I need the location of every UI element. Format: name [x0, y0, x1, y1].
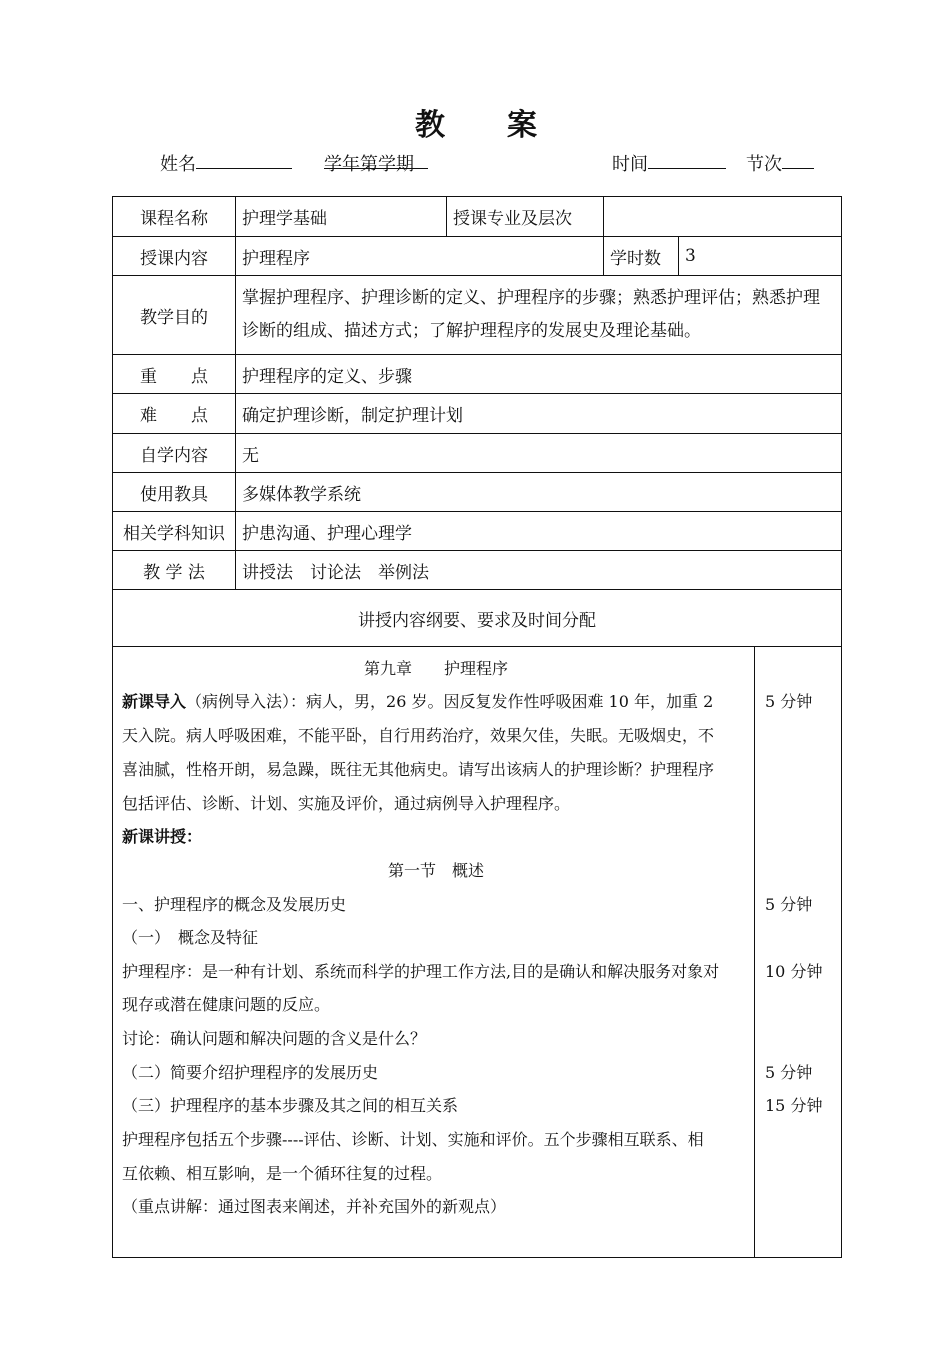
row-course	[113, 197, 842, 237]
time-allocation: 10 分钟	[765, 962, 823, 981]
teaching-tools-label: 使用教具	[113, 473, 236, 512]
term-blank	[378, 150, 428, 169]
major-label: 授课专业及层次	[447, 197, 604, 237]
page-title: 教案	[415, 108, 599, 143]
objective-line: 掌握护理程序、护理诊断的定义、护理程序的步骤；熟悉护理评估；熟悉护理	[242, 288, 820, 308]
row-objective	[113, 276, 842, 355]
teaching-tools-value: 多媒体教学系统	[236, 473, 842, 512]
difficult-points-label: 难 点	[113, 394, 236, 434]
row-key-points	[113, 355, 842, 394]
row-difficult	[113, 394, 842, 434]
objective-value	[236, 276, 842, 355]
year-label: 学年第	[324, 154, 378, 175]
self-study-label: 自学内容	[113, 434, 236, 473]
course-name-label: 课程名称	[113, 197, 236, 237]
row-tools	[113, 473, 842, 512]
chapter-title: 第九章 护理程序	[363, 659, 508, 678]
session-blank	[782, 150, 814, 169]
intro-line: 包括评估、诊断、计划、实施及评价，通过病例导入护理程序。	[122, 794, 571, 813]
outline-item: 一、护理程序的概念及发展历史	[122, 895, 347, 914]
year-field	[324, 150, 414, 176]
intro-line	[122, 692, 750, 712]
outline-item: （三）护理程序的基本步骤及其之间的相互关系	[122, 1096, 459, 1115]
row-lecture-content	[113, 647, 842, 1258]
time-blank	[648, 150, 726, 169]
time-label: 时间	[612, 154, 648, 175]
time-field	[612, 150, 648, 176]
teaching-method-label: 教 学 法	[113, 551, 236, 590]
objective-label: 教学目的	[113, 276, 236, 355]
content-value: 护理程序	[236, 237, 604, 276]
lecture-content-cell	[113, 647, 842, 1258]
definition-line: 现存或潜在健康问题的反应。	[122, 995, 331, 1014]
steps-line: 互依赖、相互影响，是一个循环往复的过程。	[122, 1164, 443, 1183]
objective-line: 诊断的组成、描述方式；了解护理程序的发展史及理论基础。	[242, 321, 701, 341]
session-label: 节次	[746, 154, 782, 175]
time-allocation: 5 分钟	[765, 895, 813, 914]
key-points-label: 重 点	[113, 355, 236, 394]
section-title: 第一节 概述	[387, 861, 484, 880]
row-related	[113, 512, 842, 551]
intro-line: 天入院。病人呼吸困难，不能平卧，自行用药治疗，效果欠佳，失眠。无吸烟史，不	[122, 726, 715, 745]
intro-line: 喜油腻，性格开朗，易急躁，既往无其他病史。请写出该病人的护理诊断？护理程序	[122, 760, 715, 779]
name-blank	[196, 150, 292, 169]
name-label: 姓名	[160, 154, 196, 175]
row-method	[113, 551, 842, 590]
outline-item: （一） 概念及特征	[122, 928, 259, 947]
outline-item: （二）简要介绍护理程序的发展历史	[122, 1063, 379, 1082]
session-field	[746, 150, 782, 176]
lesson-plan-table	[112, 196, 842, 1258]
related-knowledge-label: 相关学科知识	[113, 512, 236, 551]
difficult-points-value: 确定护理诊断，制定护理计划	[236, 394, 842, 434]
time-allocation: 15 分钟	[765, 1096, 823, 1115]
row-self-study	[113, 434, 842, 473]
row-content	[113, 237, 842, 276]
time-allocation: 5 分钟	[765, 1063, 813, 1082]
teaching-method-value: 讲授法 讨论法 举例法	[236, 551, 842, 590]
steps-line: 护理程序包括五个步骤----评估、诊断、计划、实施和评价。五个步骤相互联系、相	[122, 1130, 704, 1149]
hours-label: 学时数	[604, 237, 679, 276]
discussion-line: 讨论：确认问题和解决问题的含义是什么？	[122, 1029, 427, 1048]
outline-header: 讲授内容纲要、要求及时间分配	[113, 590, 842, 647]
time-allocation-column	[754, 647, 841, 1257]
hours-value: 3	[679, 237, 842, 276]
definition-line: 护理程序：是一种有计划、系统而科学的护理工作方法,目的是确认和解决服务对象对	[122, 962, 720, 981]
name-field	[160, 150, 196, 176]
row-outline-header	[113, 590, 842, 647]
time-allocation: 5 分钟	[765, 692, 813, 711]
intro-text: （病例导入法）：病人，男，26 岁。因反复发作性呼吸困难 10 年，加重 2	[186, 692, 714, 711]
content-label: 授课内容	[113, 237, 236, 276]
course-name-value: 护理学基础	[236, 197, 447, 237]
intro-bold-label: 新课导入	[122, 692, 187, 711]
key-points-value: 护理程序的定义、步骤	[236, 355, 842, 394]
major-value	[604, 197, 842, 237]
self-study-value: 无	[236, 434, 842, 473]
lecture-content	[113, 647, 841, 1257]
note-line: （重点讲解：通过图表来阐述，并补充国外的新观点）	[122, 1197, 507, 1216]
term-label: 学期	[378, 154, 414, 175]
related-knowledge-value: 护患沟通、护理心理学	[236, 512, 842, 551]
lecture-label: 新课讲授：	[122, 827, 203, 846]
